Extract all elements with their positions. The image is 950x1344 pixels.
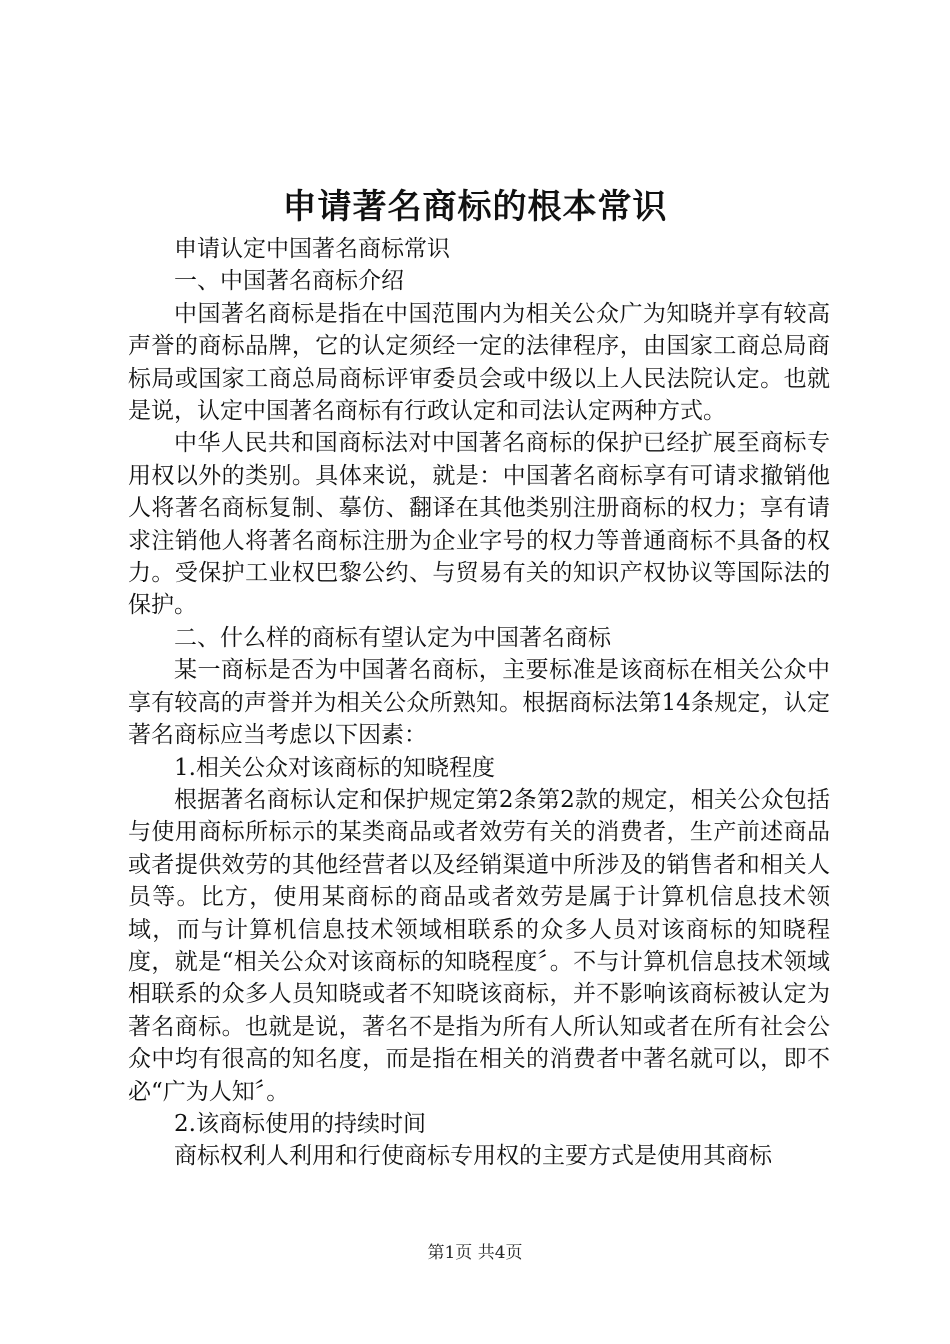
subsection-heading-1: 1.相关公众对该商标的知晓程度	[174, 754, 495, 781]
section-heading-1: 一、中国著名商标介绍	[174, 268, 404, 295]
document-title: 申请著名商标的根本常识	[282, 187, 668, 227]
subsection-heading-2: 2.该商标使用的持续时间	[174, 1110, 426, 1137]
paragraph: 中华人民共和国商标法对中国著名商标的保护已经扩展至商标专用权以外的类别。具体来说，就是：中国著名商标享有可请求撤销他人将著名商标复制、摹仿、翻译在其他类别注册商标的权力；享有请求注销他人将著名商标注册为企业字号的权力等普通商标不具备的权力。受保护工业权巴黎公约、与贸易有关的知识产权协议等国际法的保护。	[128, 430, 830, 619]
paragraph: 中国著名商标是指在中国范围内为相关公众广为知晓并享有较高声誉的商标品牌，它的认定须经一定的法律程序，由国家工商总局商标局或国家工商总局商标评审委员会或中级以上人民法院认定。也就是说，认定中国著名商标有行政认定和司法认定两种方式。	[128, 300, 830, 425]
page-number-footer: 第1页 共4页	[427, 1243, 523, 1263]
paragraph: 商标权利人利用和行使商标专用权的主要方式是使用其商标	[174, 1143, 772, 1170]
paragraph: 某一商标是否为中国著名商标，主要标准是该商标在相关公众中享有较高的声誉并为相关公众所熟知。根据商标法第14条规定，认定著名商标应当考虑以下因素：	[128, 657, 830, 749]
section-heading-2: 二、什么样的商标有望认定为中国著名商标	[174, 624, 611, 651]
paragraph-subtitle: 申请认定中国著名商标常识	[174, 236, 450, 262]
document-body	[128, 233, 830, 1173]
paragraph: 根据著名商标认定和保护规定第2条第2款的规定，相关公众包括与使用商标所标示的某类商品或者效劳有关的消费者，生产前述商品或者提供效劳的其他经营者以及经销渠道中所涉及的销售者和相关人员等。比方，使用某商标的商品或者效劳是属于计算机信息技术领域，而与计算机信息技术领域相联系的众多人员对该商标的知晓程度，就是“相关公众对该商标的知晓程度〞。不与计算机信息技术领域相联系的众多人员知晓或者不知晓该商标，并不影响该商标被认定为著名商标。也就是说，著名不是指为所有人所认知或者在所有社会公众中均有很高的知名度，而是指在相关的消费者中著名就可以，即不必“广为人知〞。	[128, 786, 830, 1105]
